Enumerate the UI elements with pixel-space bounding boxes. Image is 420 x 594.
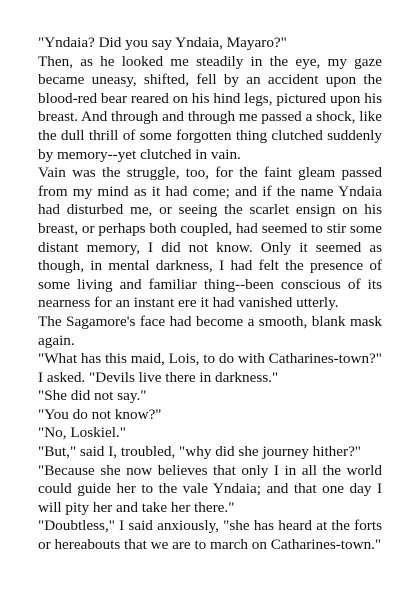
paragraph-8: "No, Loskiel." bbox=[38, 424, 126, 442]
paragraph-3: Vain was the struggle, too, for the faint gleam passed from my mind as it had come; and if the name Yndaia had disturbed me, or seeing the scarlet ensign on his breast, or perhaps both coupled, had seemed to stir some distant memory, I did not know. Only it seemed as though, in mental darkness, I had felt the presence of some living and familiar thing--been conscious of its nearness for an instant ere it had vanished utterly. bbox=[38, 164, 382, 312]
paragraph-6: "She did not say." bbox=[38, 387, 147, 405]
paragraph-5: "What has this maid, Lois, to do with Catharines-town?" I asked. "Devils live there in darkness." bbox=[38, 350, 382, 386]
paragraph-4: The Sagamore's face had become a smooth, blank mask again. bbox=[38, 312, 382, 349]
paragraph-1: "Yndaia? Did you say Yndaia, Mayaro?" bbox=[38, 34, 287, 51]
paragraph-9: "But," said I, troubled, "why did she journey hither?" bbox=[38, 443, 362, 461]
paragraph-10: "Because she now believes that only I in all the world could guide her to the vale Yndaia; and that one day I will pity her and take her there." bbox=[38, 461, 382, 516]
paragraph-2: Then, as he looked me steadily in the eye, my gaze became uneasy, shifted, fell by an accident upon the blood-red bear reared on his hind legs, pictured upon his breast. And through and through me passed a shock, like the dull thrill of some forgotten thing clutched suddenly by memory--yet clutched in vain. bbox=[38, 52, 382, 163]
paragraph-7: "You do not know?" bbox=[38, 405, 162, 423]
book-page bbox=[38, 34, 382, 555]
paragraph-11: "Doubtless," I said anxiously, "she has heard at the forts or hereabouts that we are to march on Catharines-town." bbox=[38, 517, 382, 554]
